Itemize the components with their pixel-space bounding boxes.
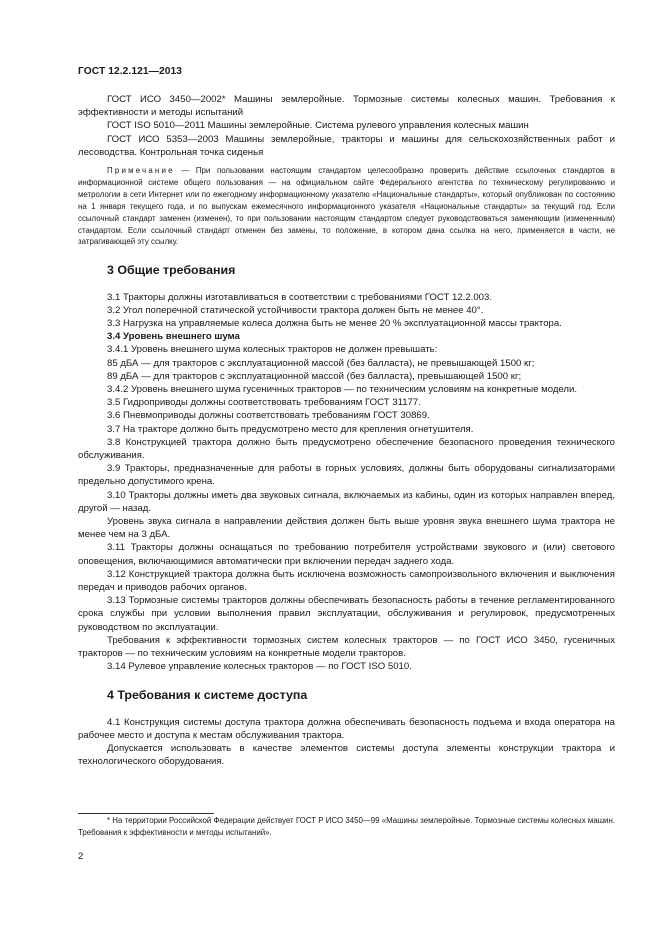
note-text: — При пользовании настоящим стандартом целесообразно проверить действие ссылочных стандартов в информационной системе общего пользования — на официальном сайте Федерального агентства по техническому регулированию и метрологии в сети Интернет или по ежегодному информационному указателю «Национальные стандарты», который опубликован по состоянию на 1 января текущего года, и по выпускам ежемесячного информационного указателя «Национальные стандарты» за текущий год. Если ссылочный стандарт заменен (изменен), то при пользовании настоящим стандартом следует руководствоваться заменяющим (измененным) стандартом. Если ссылочный стандарт отменен без замены, то положение, в котором дана ссылка на него, применяется в части, не затрагивающей эту ссылку.: [78, 166, 615, 247]
clause-3-7: 3.7 На тракторе должно быть предусмотрено место для крепления огнетушителя.: [107, 423, 474, 435]
footnote-divider: [78, 813, 214, 814]
clause-3-12: 3.12 Конструкцией трактора должна быть исключена возможность самопроизвольного включения и выключения передач и приводов рабочих органов.: [78, 568, 615, 594]
clause-3-14: 3.14 Рулевое управление колесных тракторов — по ГОСТ ISO 5010.: [107, 661, 412, 673]
clause-3-13: 3.13 Тормозные системы тракторов должны обеспечивать безопасность работы в течение регламентированного срока службы при условии выполнения правил эксплуатации, обслуживания и регулировок, предусмотренных руководством по эксплуатации.: [78, 595, 615, 633]
clause-3-5: 3.5 Гидроприводы должны соответствовать требованиям ГОСТ 31177.: [107, 397, 421, 409]
reference-gost-iso-3450: ГОСТ ИСО 3450—2002* Машины землеройные. Тормозные системы колесных машин. Требования к эффективности и методы испытаний: [78, 94, 615, 119]
document-header: ГОСТ 12.2.121—2013: [78, 66, 183, 77]
clause-3-3: 3.3 Нагрузка на управляемые колеса должна быть не менее 20 % эксплуатационной массы трактора.: [107, 317, 562, 329]
footnote: [78, 815, 615, 838]
clause-3-10-continued: Уровень звука сигнала в направлении действия должен быть выше уровня звука внешнего шума трактора не менее чем на 3 дБА.: [78, 516, 615, 541]
clause-3-1: 3.1 Тракторы должны изготавливаться в соответствии с требованиями ГОСТ 12.2.003.: [107, 291, 492, 303]
references-note: [78, 165, 615, 248]
reference-gost-iso-5353: ГОСТ ИСО 5353—2003 Машины землеройные, тракторы и машины для сельскохозяйственных работ и лесоводства. Контрольная точка сиденья: [78, 133, 615, 158]
document-body: [78, 93, 615, 768]
clause-3-13-continued: Требования к эффективности тормозных систем колесных тракторов — по ГОСТ ИСО 3450, гусеничных тракторов — по техническим условиям на конкретные модели тракторов.: [78, 634, 615, 660]
clause-4-1-continued: Допускается использовать в качестве элементов системы доступа элементы конструкции трактора и технологического оборудования.: [78, 743, 615, 768]
clause-3-2: 3.2 Угол поперечной статической устойчивости трактора должен быть не менее 40°.: [107, 304, 484, 316]
clause-3-4-1-item-b: 89 дБА — для тракторов с эксплуатационной массой (без балласта), превышающей 1500 кг;: [107, 370, 522, 382]
clause-3-4-2: 3.4.2 Уровень внешнего шума гусеничных тракторов — по техническим условиям на конкретные модели.: [107, 383, 578, 395]
clause-3-11: 3.11 Тракторы должны оснащаться по требованию потребителя устройствами звукового и (или) светового оповещения, включающимися автоматически при включении передач заднего хода.: [78, 542, 615, 567]
clause-3-10: 3.10 Тракторы должны иметь два звуковых сигнала, включаемых из кабины, один из которых направлен вперед, другой — назад.: [78, 489, 615, 514]
clause-4-1: 4.1 Конструкция системы доступа трактора должна обеспечивать безопасность подъема и входа оператора на рабочее место и доступа к местам обслуживания трактора.: [78, 716, 615, 741]
page-number: 2: [78, 851, 84, 862]
reference-gost-iso-5010: ГОСТ ISO 5010—2011 Машины землеройные. Система рулевого управления колесных машин: [107, 120, 529, 132]
clause-3-4-1: 3.4.1 Уровень внешнего шума колесных тракторов не должен превышать:: [107, 344, 438, 356]
clause-3-6: 3.6 Пневмоприводы должны соответствовать требованиям ГОСТ 30869.: [107, 410, 430, 422]
section-3-heading: 3 Общие требования: [107, 263, 236, 278]
section-4-heading: 4 Требования к системе доступа: [107, 688, 308, 703]
clause-3-4-1-item-a: 85 дБА — для тракторов с эксплуатационной массой (без балласта), не превышающей 1500 кг;: [107, 357, 535, 369]
clause-3-9: 3.9 Тракторы, предназначенные для работы в горных условиях, должны быть оборудованы сигнализаторами предельно допустимого крена.: [78, 463, 615, 488]
clause-3-8: 3.8 Конструкцией трактора должно быть предусмотрено обеспечение безопасного проведения технического обслуживания.: [78, 436, 615, 461]
note-label: Примечание: [107, 166, 175, 176]
footnote-text: * На территории Российской Федерации действует ГОСТ Р ИСО 3450—99 «Машины землеройные. Тормозные системы колесных машин. Требования к эффективности и методы испытаний».: [78, 816, 615, 837]
subsection-3-4-heading: 3.4 Уровень внешнего шума: [107, 331, 240, 343]
